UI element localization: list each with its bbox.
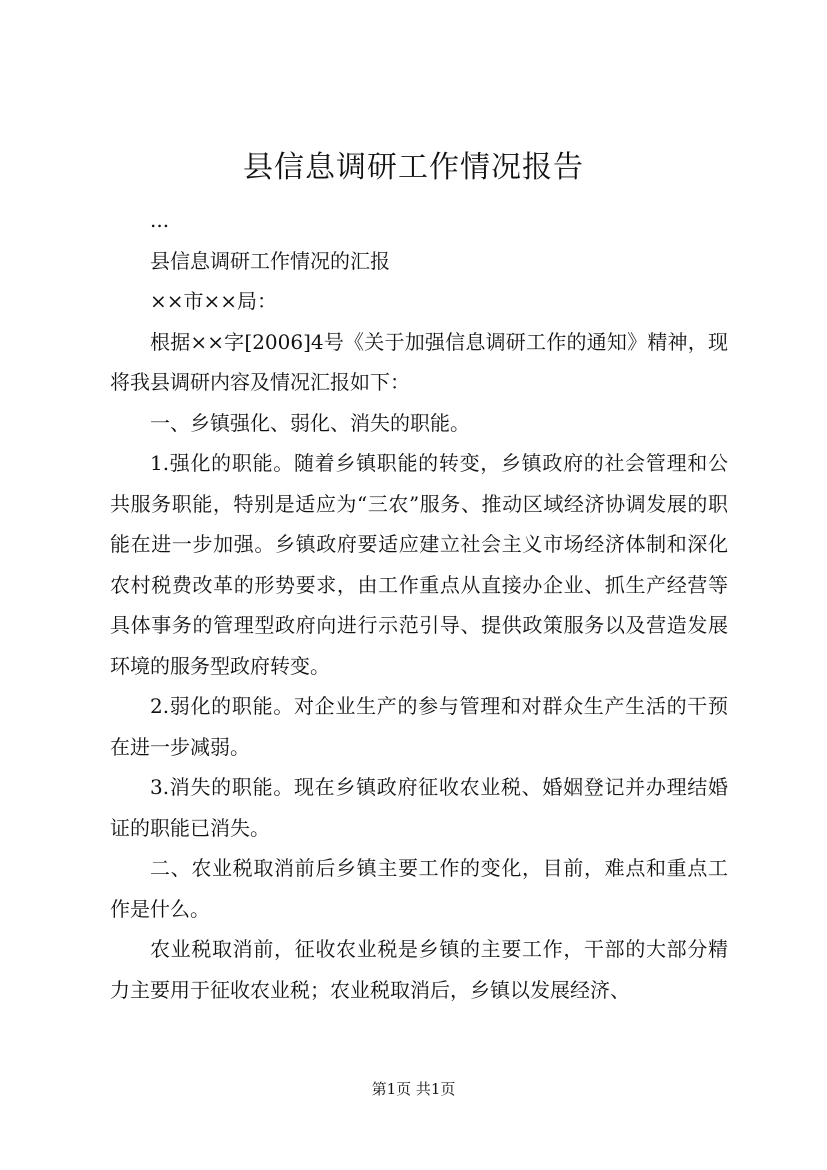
paragraph-strengthened-functions: 1.强化的职能。随着乡镇职能的转变，乡镇政府的社会管理和公共服务职能，特别是适应为“三农”服务、推动区域经济协调发展的职能在进一步加强。乡镇政府要适应建立社会主义市场经济体制和深化农村税费改革的形势要求，由工作重点从直接办企业、抓生产经营等具体事务的管理型政府向进行示范引导、提供政策服务以及营造发展环境的服务型政府转变。 bbox=[110, 451, 728, 678]
document-body bbox=[110, 200, 728, 1010]
section-heading-1: 一、乡镇强化、弱化、消失的职能。 bbox=[150, 410, 470, 435]
ellipsis-line: ... bbox=[150, 208, 170, 232]
page-footer: 第1页 共1页 bbox=[371, 1080, 456, 1098]
document-title: 县信息调研工作情况报告 bbox=[243, 150, 584, 185]
report-subtitle: 县信息调研工作情况的汇报 bbox=[150, 248, 390, 273]
paragraph-eliminated-functions: 3.消失的职能。现在乡镇政府征收农业税、婚姻登记并办理结婚证的职能已消失。 bbox=[110, 775, 728, 840]
intro-paragraph: 根据××字[2006]4号《关于加强信息调研工作的通知》精神，现将我县调研内容及情况汇报如下： bbox=[110, 329, 728, 394]
section-heading-2: 二、农业税取消前后乡镇主要工作的变化，目前，难点和重点工作是什么。 bbox=[110, 856, 728, 921]
paragraph-tax-change: 农业税取消前，征收农业税是乡镇的主要工作，干部的大部分精力主要用于征收农业税；农业税取消后，乡镇以发展经济、 bbox=[110, 937, 728, 1002]
paragraph-weakened-functions: 2.弱化的职能。对企业生产的参与管理和对群众生产生活的干预在进一步减弱。 bbox=[110, 694, 728, 759]
addressee: ××市××局： bbox=[150, 289, 278, 313]
